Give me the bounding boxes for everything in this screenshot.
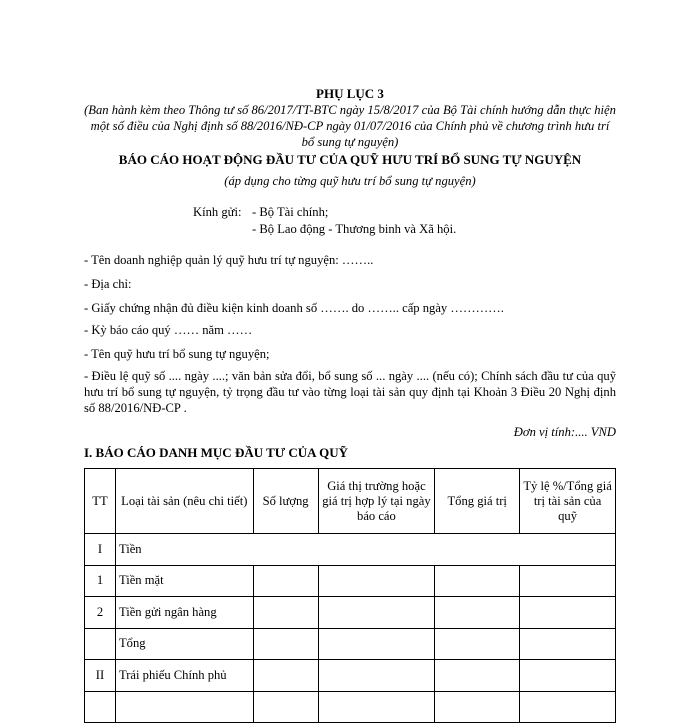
row-asset	[115, 691, 253, 723]
report-subtitle: (áp dụng cho từng quỹ hưu trí bổ sung tự nguyện)	[224, 174, 476, 188]
cell-market-value	[318, 628, 435, 660]
row-asset: Tiền gửi ngân hàng	[115, 597, 253, 629]
section-title: I. BÁO CÁO DANH MỤC ĐẦU TƯ CỦA QUỸ	[84, 445, 348, 460]
table-row	[85, 565, 616, 597]
recipients-label: Kính gửi:	[193, 205, 242, 219]
row-index	[85, 691, 116, 723]
row-asset: Tiền	[115, 534, 615, 566]
cell-ratio	[520, 565, 616, 597]
appendix-title: PHỤ LỤC 3	[316, 86, 384, 101]
cell-ratio	[520, 660, 616, 692]
field-company-name: - Tên doanh nghiệp quản lý quỹ hưu trí tự nguyện: ……..	[84, 253, 374, 267]
row-index	[85, 628, 116, 660]
row-index: 2	[85, 597, 116, 629]
row-asset: Tổng	[115, 628, 253, 660]
cell-ratio	[520, 628, 616, 660]
portfolio-table	[84, 468, 616, 723]
cell-quantity	[253, 628, 318, 660]
row-asset: Tiền mặt	[115, 565, 253, 597]
column-header-ratio: Tỷ lệ %/Tổng giá trị tài sản của quỹ	[520, 469, 616, 534]
field-report-period: - Kỳ báo cáo quý …… năm ……	[84, 323, 253, 337]
cell-total-value	[435, 565, 520, 597]
cell-quantity	[253, 597, 318, 629]
row-index: I	[85, 534, 116, 566]
report-title: BÁO CÁO HOẠT ĐỘNG ĐẦU TƯ CỦA QUỸ HƯU TRÍ BỔ SUNG TỰ NGUYỆN	[118, 152, 582, 167]
table-row	[85, 534, 616, 566]
column-header-market-value: Giá thị trường hoặc giá trị hợp lý tại ngày báo cáo	[318, 469, 435, 534]
cell-total-value	[435, 691, 520, 723]
table-row	[85, 660, 616, 692]
table-row	[85, 628, 616, 660]
field-address: - Địa chỉ:	[84, 277, 132, 291]
column-header-total-value: Tổng giá trị	[435, 469, 520, 534]
column-header-asset-type: Loại tài sản (nêu chi tiết)	[115, 469, 253, 534]
currency-unit: Đơn vị tính:.... VND	[513, 425, 616, 439]
row-index: II	[85, 660, 116, 692]
recipient-ministry-labour: - Bộ Lao động - Thương binh và Xã hội.	[252, 222, 457, 236]
cell-total-value	[435, 597, 520, 629]
cell-total-value	[435, 628, 520, 660]
cell-market-value	[318, 597, 435, 629]
cell-quantity	[253, 565, 318, 597]
cell-total-value	[435, 660, 520, 692]
cell-quantity	[253, 660, 318, 692]
issuance-note: (Ban hành kèm theo Thông tư số 86/2017/TT-BTC ngày 15/8/2017 của Bộ Tài chính hướng dẫn thực hiện một số điều của Nghị định số 88/2016/NĐ-CP ngày 01/07/2016 của Chính phủ về chương trình hưu trí bổ sung tự nguyện)	[84, 103, 616, 149]
cell-market-value	[318, 691, 435, 723]
cell-quantity	[253, 691, 318, 723]
row-asset: Trái phiếu Chính phủ	[115, 660, 253, 692]
recipient-ministry-finance: - Bộ Tài chính;	[252, 205, 329, 219]
cell-ratio	[520, 691, 616, 723]
column-header-quantity: Số lượng	[253, 469, 318, 534]
row-index: 1	[85, 565, 116, 597]
table-header-row	[85, 469, 616, 534]
field-business-certificate: - Giấy chứng nhận đủ điều kiện kinh doanh số ……. do …….. cấp ngày ………….	[84, 301, 504, 315]
cell-market-value	[318, 565, 435, 597]
table-row	[85, 691, 616, 723]
field-fund-name: - Tên quỹ hưu trí bổ sung tự nguyện;	[84, 347, 270, 361]
field-fund-charter: - Điều lệ quỹ số .... ngày ....; văn bản sửa đổi, bổ sung số ... ngày .... (nếu có); Chính sách đầu tư của quỹ hưu trí bổ sung tự nguyện, tỷ trọng đầu tư vào từng loại tài sản quy định tại Khoản 3 Điều 20 Nghị định số 88/2016/NĐ-CP .	[84, 369, 616, 415]
table-row	[85, 597, 616, 629]
column-header-tt: TT	[85, 469, 116, 534]
cell-ratio	[520, 597, 616, 629]
cell-market-value	[318, 660, 435, 692]
